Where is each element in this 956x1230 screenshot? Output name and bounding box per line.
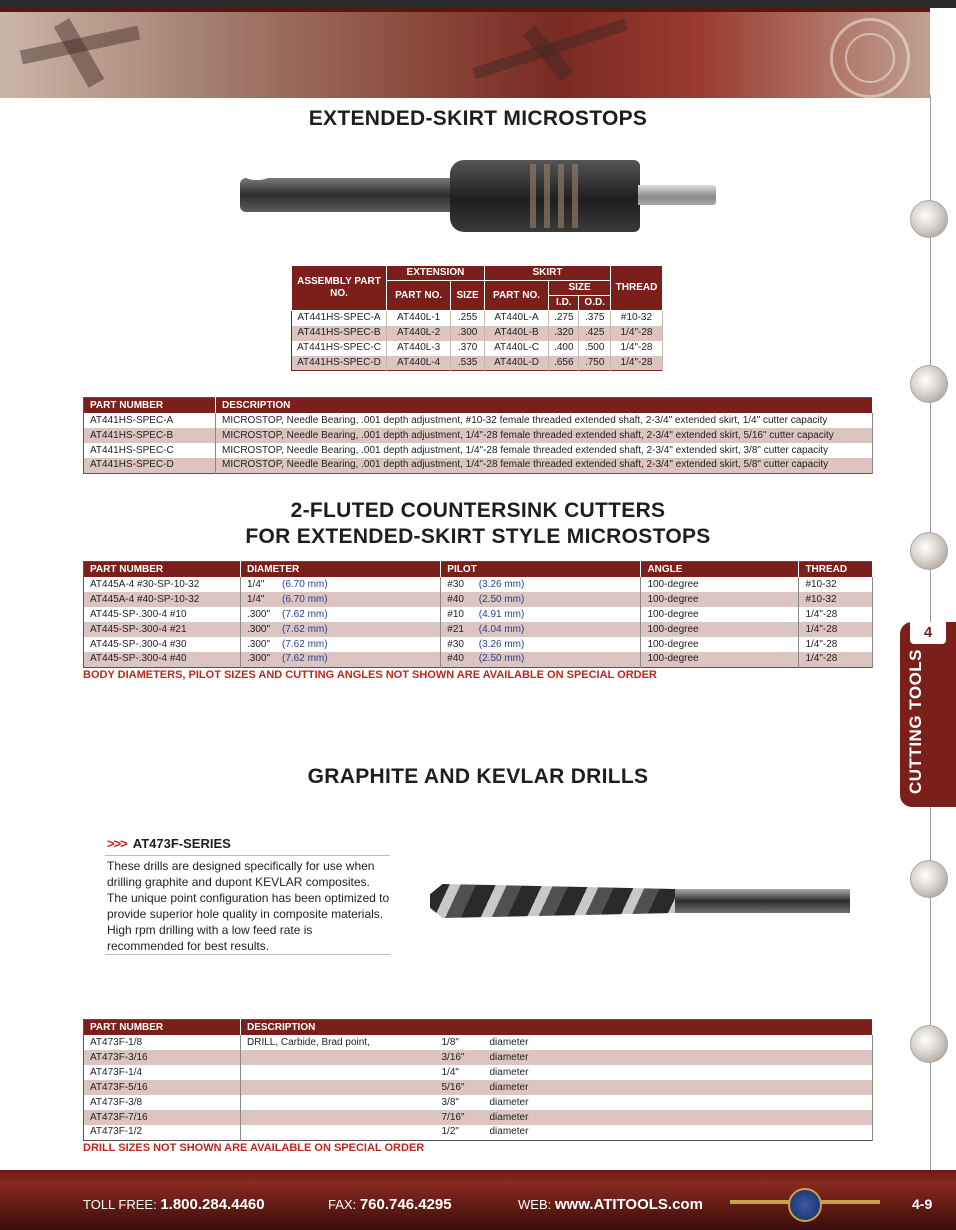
table-row (84, 458, 873, 473)
cell: AT473F-1/8 (84, 1035, 241, 1050)
table-row (84, 1080, 873, 1095)
cell: 100-degree (641, 622, 799, 637)
cell: 1/4" (441, 1066, 459, 1078)
cell: 100-degree (641, 652, 799, 667)
section-title-countersink: 2-FLUTED COUNTERSINK CUTTERS (290, 499, 666, 522)
cell: diameter (484, 1095, 873, 1110)
cell: #10 (447, 608, 464, 620)
cell: 1/4"-28 (611, 356, 663, 371)
cell: .300" (241, 652, 277, 667)
cell: 1/4"-28 (799, 652, 873, 667)
top-bar (0, 0, 956, 8)
table-row (84, 592, 873, 607)
cell: AT440L-4 (387, 356, 451, 371)
col-angle: ANGLE (641, 562, 799, 578)
table-row (84, 443, 873, 458)
cell: 3/16" (436, 1050, 484, 1065)
table-row (84, 1125, 873, 1140)
cell: AT441HS-SPEC-B (84, 428, 216, 443)
header-banner (0, 8, 930, 98)
cell: diameter (484, 1125, 873, 1140)
cell: (2.50 mm) (473, 652, 641, 667)
cell: .300 (451, 326, 485, 341)
cell: (3.26 mm) (473, 637, 641, 652)
globe-icon (910, 1025, 948, 1063)
cell: diameter (484, 1035, 873, 1050)
cell: .375 (579, 311, 611, 326)
cell: .425 (579, 326, 611, 341)
cell: DRILL, Carbide, Brad point, (247, 1036, 370, 1048)
cell: AT440L-3 (387, 341, 451, 356)
drill-image (430, 880, 850, 922)
cell: AT441HS-SPEC-C (292, 341, 387, 356)
cell: AT445-SP-.300-4 #21 (84, 622, 241, 637)
col-part-number: PART NUMBER (84, 562, 241, 578)
cell: AT473F-3/8 (84, 1095, 241, 1110)
cell: 1/4"-28 (799, 607, 873, 622)
cell: AT473F-1/2 (84, 1125, 241, 1140)
footer-fax-number: 760.746.4295 (359, 1196, 452, 1213)
cell: .500 (579, 341, 611, 356)
cell: (7.62 mm) (276, 652, 441, 667)
microstop-notch (245, 172, 269, 180)
cell: diameter (484, 1080, 873, 1095)
cell: .255 (451, 311, 485, 326)
col-pilot: PILOT (441, 562, 641, 578)
section-tab-number: 4 (910, 622, 946, 644)
divider (105, 855, 390, 856)
cell: #30 (447, 578, 464, 590)
microstop-description-table (83, 397, 873, 474)
cell: diameter (484, 1110, 873, 1125)
series-description: These drills are designed specifically for use when drilling graphite and dupont KEVLAR composites. The unique point configuration has been optimized to provide superior hole quality in composite materials. High rpm drilling with a low feed rate is recommended for best results. (107, 859, 390, 953)
table-row (84, 413, 873, 428)
cell (241, 1125, 436, 1140)
microstop-thread (558, 164, 564, 228)
cell (241, 1095, 436, 1110)
cell: 100-degree (641, 577, 799, 592)
cell: .320 (549, 326, 579, 341)
table-row (292, 356, 663, 371)
table-row (84, 637, 873, 652)
countersink-table (83, 561, 873, 668)
chevron-right-icon: >>> (107, 836, 127, 851)
cell: 3/8" (441, 1096, 459, 1108)
cell: #40 (441, 592, 473, 607)
col-skirt: SKIRT (484, 266, 610, 281)
col-part-number: PART NUMBER (84, 398, 216, 414)
cell: 7/16" (436, 1110, 484, 1125)
cell (241, 1080, 436, 1095)
cell: 1/4"-28 (611, 326, 663, 341)
page-footer (0, 1170, 956, 1230)
divider (105, 954, 390, 955)
microstop-spec-table (291, 265, 663, 371)
footer-fax-label: FAX: (328, 1197, 357, 1212)
cell: AT473F-5/16 (84, 1080, 241, 1095)
cell: .275 (549, 311, 579, 326)
col-od: O.D. (579, 296, 611, 311)
ati-logo (730, 1188, 880, 1220)
table-row (84, 1110, 873, 1125)
cell: #40 (441, 652, 473, 667)
cell: (3.26 mm) (473, 577, 641, 592)
drill-flute (430, 884, 680, 918)
cell: MICROSTOP, Needle Bearing, .001 depth adjustment, 1/4"-28 female threaded extended shaft, 2-3/4" extended skirt, 5/16" cutter capacity (216, 428, 873, 443)
banner-stripe (0, 8, 930, 12)
table-row (292, 326, 663, 341)
cell: 1/4" (247, 578, 265, 590)
cell: #30 (447, 638, 464, 650)
col-ext-part-no: PART NO. (387, 281, 451, 311)
microstop-thread (572, 164, 578, 228)
cell (241, 1110, 436, 1125)
col-thread: THREAD (799, 562, 873, 578)
cell: .300" (241, 622, 277, 637)
cell: .535 (451, 356, 485, 371)
globe-icon (910, 200, 948, 238)
col-thread: THREAD (611, 266, 663, 311)
cell: .656 (549, 356, 579, 371)
cell (241, 1050, 436, 1065)
table-row (84, 577, 873, 592)
cell: (4.91 mm) (473, 607, 641, 622)
page-number: 4-9 (912, 1196, 933, 1212)
series-name: AT473F-SERIES (132, 836, 231, 851)
cell: .400 (549, 341, 579, 356)
cell: 1/8" (441, 1036, 459, 1048)
cell: AT441HS-SPEC-B (292, 326, 387, 341)
cell: (7.62 mm) (276, 607, 441, 622)
col-assembly: ASSEMBLY PART NO. (292, 266, 387, 311)
cell: diameter (484, 1065, 873, 1080)
microstop-pin (638, 185, 716, 205)
cell: .300" (247, 608, 271, 620)
cell: MICROSTOP, Needle Bearing, .001 depth adjustment, 1/4"-28 female threaded extended shaft, 2-3/4" extended skirt, 5/8" cutter capacity (216, 458, 873, 473)
target-ring-inner (845, 33, 895, 83)
cell: (6.70 mm) (276, 577, 441, 592)
cell: 1/2" (441, 1126, 459, 1138)
cell: AT440L-1 (387, 311, 451, 326)
cell: AT440L-D (484, 356, 548, 371)
col-skirt-part-no: PART NO. (484, 281, 548, 311)
cell: #10-32 (799, 592, 873, 607)
footer-phone-label: TOLL FREE: (83, 1197, 157, 1212)
drills-table (83, 1019, 873, 1141)
col-skirt-size: SIZE (549, 281, 611, 296)
table-row (84, 622, 873, 637)
cell: .300" (247, 638, 271, 650)
cell: AT445-SP-.300-4 #30 (84, 637, 241, 652)
footer-phone[interactable] (83, 1196, 265, 1213)
globe-icon (910, 365, 948, 403)
footer-web-label: WEB: (518, 1197, 552, 1212)
cell: AT473F-7/16 (84, 1110, 241, 1125)
table-row (84, 428, 873, 443)
cell: (2.50 mm) (473, 592, 641, 607)
section-title-microstops: EXTENDED-SKIRT MICROSTOPS (308, 107, 648, 130)
table-row (84, 1050, 873, 1065)
section-subtitle-countersink: FOR EXTENDED-SKIRT STYLE MICROSTOPS (245, 525, 711, 548)
col-ext-size: SIZE (451, 281, 485, 311)
table-row (292, 341, 663, 356)
col-description: DESCRIPTION (216, 398, 873, 414)
cell: AT445A-4 #40-SP-10-32 (84, 592, 241, 607)
cell: AT441HS-SPEC-D (84, 458, 216, 473)
col-id: I.D. (549, 296, 579, 311)
cell: AT473F-1/4 (84, 1065, 241, 1080)
cell: AT440L-B (484, 326, 548, 341)
cell: 1/4"-28 (799, 622, 873, 637)
cell: 1/4" (241, 592, 277, 607)
table-row (84, 1035, 873, 1050)
cell: (7.62 mm) (276, 622, 441, 637)
table-row (84, 1095, 873, 1110)
table-row (292, 311, 663, 326)
cell: #21 (441, 622, 473, 637)
cell: .370 (451, 341, 485, 356)
cell: AT473F-3/16 (84, 1050, 241, 1065)
microstop-shaft (240, 178, 460, 212)
cell: (6.70 mm) (276, 592, 441, 607)
drill-shank (675, 889, 850, 913)
series-heading (107, 836, 231, 851)
logo-wing-right (820, 1200, 880, 1204)
col-part-number: PART NUMBER (84, 1020, 241, 1036)
cell: MICROSTOP, Needle Bearing, .001 depth adjustment, #10-32 female threaded extended shaft, 2-3/4" extended skirt, 1/4" cutter capacity (216, 413, 873, 428)
cell: AT440L-A (484, 311, 548, 326)
footer-web[interactable] (518, 1196, 703, 1213)
table-row (84, 1065, 873, 1080)
cell: #10-32 (611, 311, 663, 326)
cell: AT445-SP-.300-4 #10 (84, 607, 241, 622)
footer-phone-number: 1.800.284.4460 (160, 1196, 265, 1213)
section-tab-label: CUTTING TOOLS (906, 648, 925, 794)
footer-fax (328, 1196, 452, 1213)
cell: 100-degree (641, 592, 799, 607)
cell: 100-degree (641, 607, 799, 622)
cell: AT441HS-SPEC-A (292, 311, 387, 326)
microstop-image (240, 150, 720, 240)
microstop-thread (544, 164, 550, 228)
logo-emblem (788, 1188, 822, 1222)
logo-wing-left (730, 1200, 790, 1204)
cell: 100-degree (641, 637, 799, 652)
cell: AT441HS-SPEC-C (84, 443, 216, 458)
cell: AT440L-C (484, 341, 548, 356)
cell: AT445A-4 #30-SP-10-32 (84, 577, 241, 592)
cell: 1/4"-28 (611, 341, 663, 356)
col-extension: EXTENSION (387, 266, 485, 281)
footer-web-link[interactable]: www.ATITOOLS.com (554, 1196, 703, 1213)
cell (241, 1065, 436, 1080)
cell: 5/16" (436, 1080, 484, 1095)
table-row (84, 652, 873, 667)
globe-icon (910, 860, 948, 898)
drills-note: DRILL SIZES NOT SHOWN ARE AVAILABLE ON SPECIAL ORDER (83, 1142, 425, 1154)
cell: (4.04 mm) (473, 622, 641, 637)
cell: AT445-SP-.300-4 #40 (84, 652, 241, 667)
cell: AT441HS-SPEC-A (84, 413, 216, 428)
cell: diameter (484, 1050, 873, 1065)
cell: .750 (579, 356, 611, 371)
table-row (84, 607, 873, 622)
cell: #10-32 (799, 577, 873, 592)
cell: (7.62 mm) (276, 637, 441, 652)
col-diameter: DIAMETER (241, 562, 441, 578)
cell: 1/4"-28 (799, 637, 873, 652)
col-description: DESCRIPTION (241, 1020, 873, 1036)
cell: MICROSTOP, Needle Bearing, .001 depth adjustment, 1/4"-28 female threaded extended shaft, 2-3/4" extended skirt, 3/8" cutter capacity (216, 443, 873, 458)
microstop-thread (530, 164, 536, 228)
cell: AT441HS-SPEC-D (292, 356, 387, 371)
section-title-drills: GRAPHITE AND KEVLAR DRILLS (307, 765, 649, 788)
countersink-note: BODY DIAMETERS, PILOT SIZES AND CUTTING ANGLES NOT SHOWN ARE AVAILABLE ON SPECIAL ORDER (83, 669, 657, 681)
cell: AT440L-2 (387, 326, 451, 341)
